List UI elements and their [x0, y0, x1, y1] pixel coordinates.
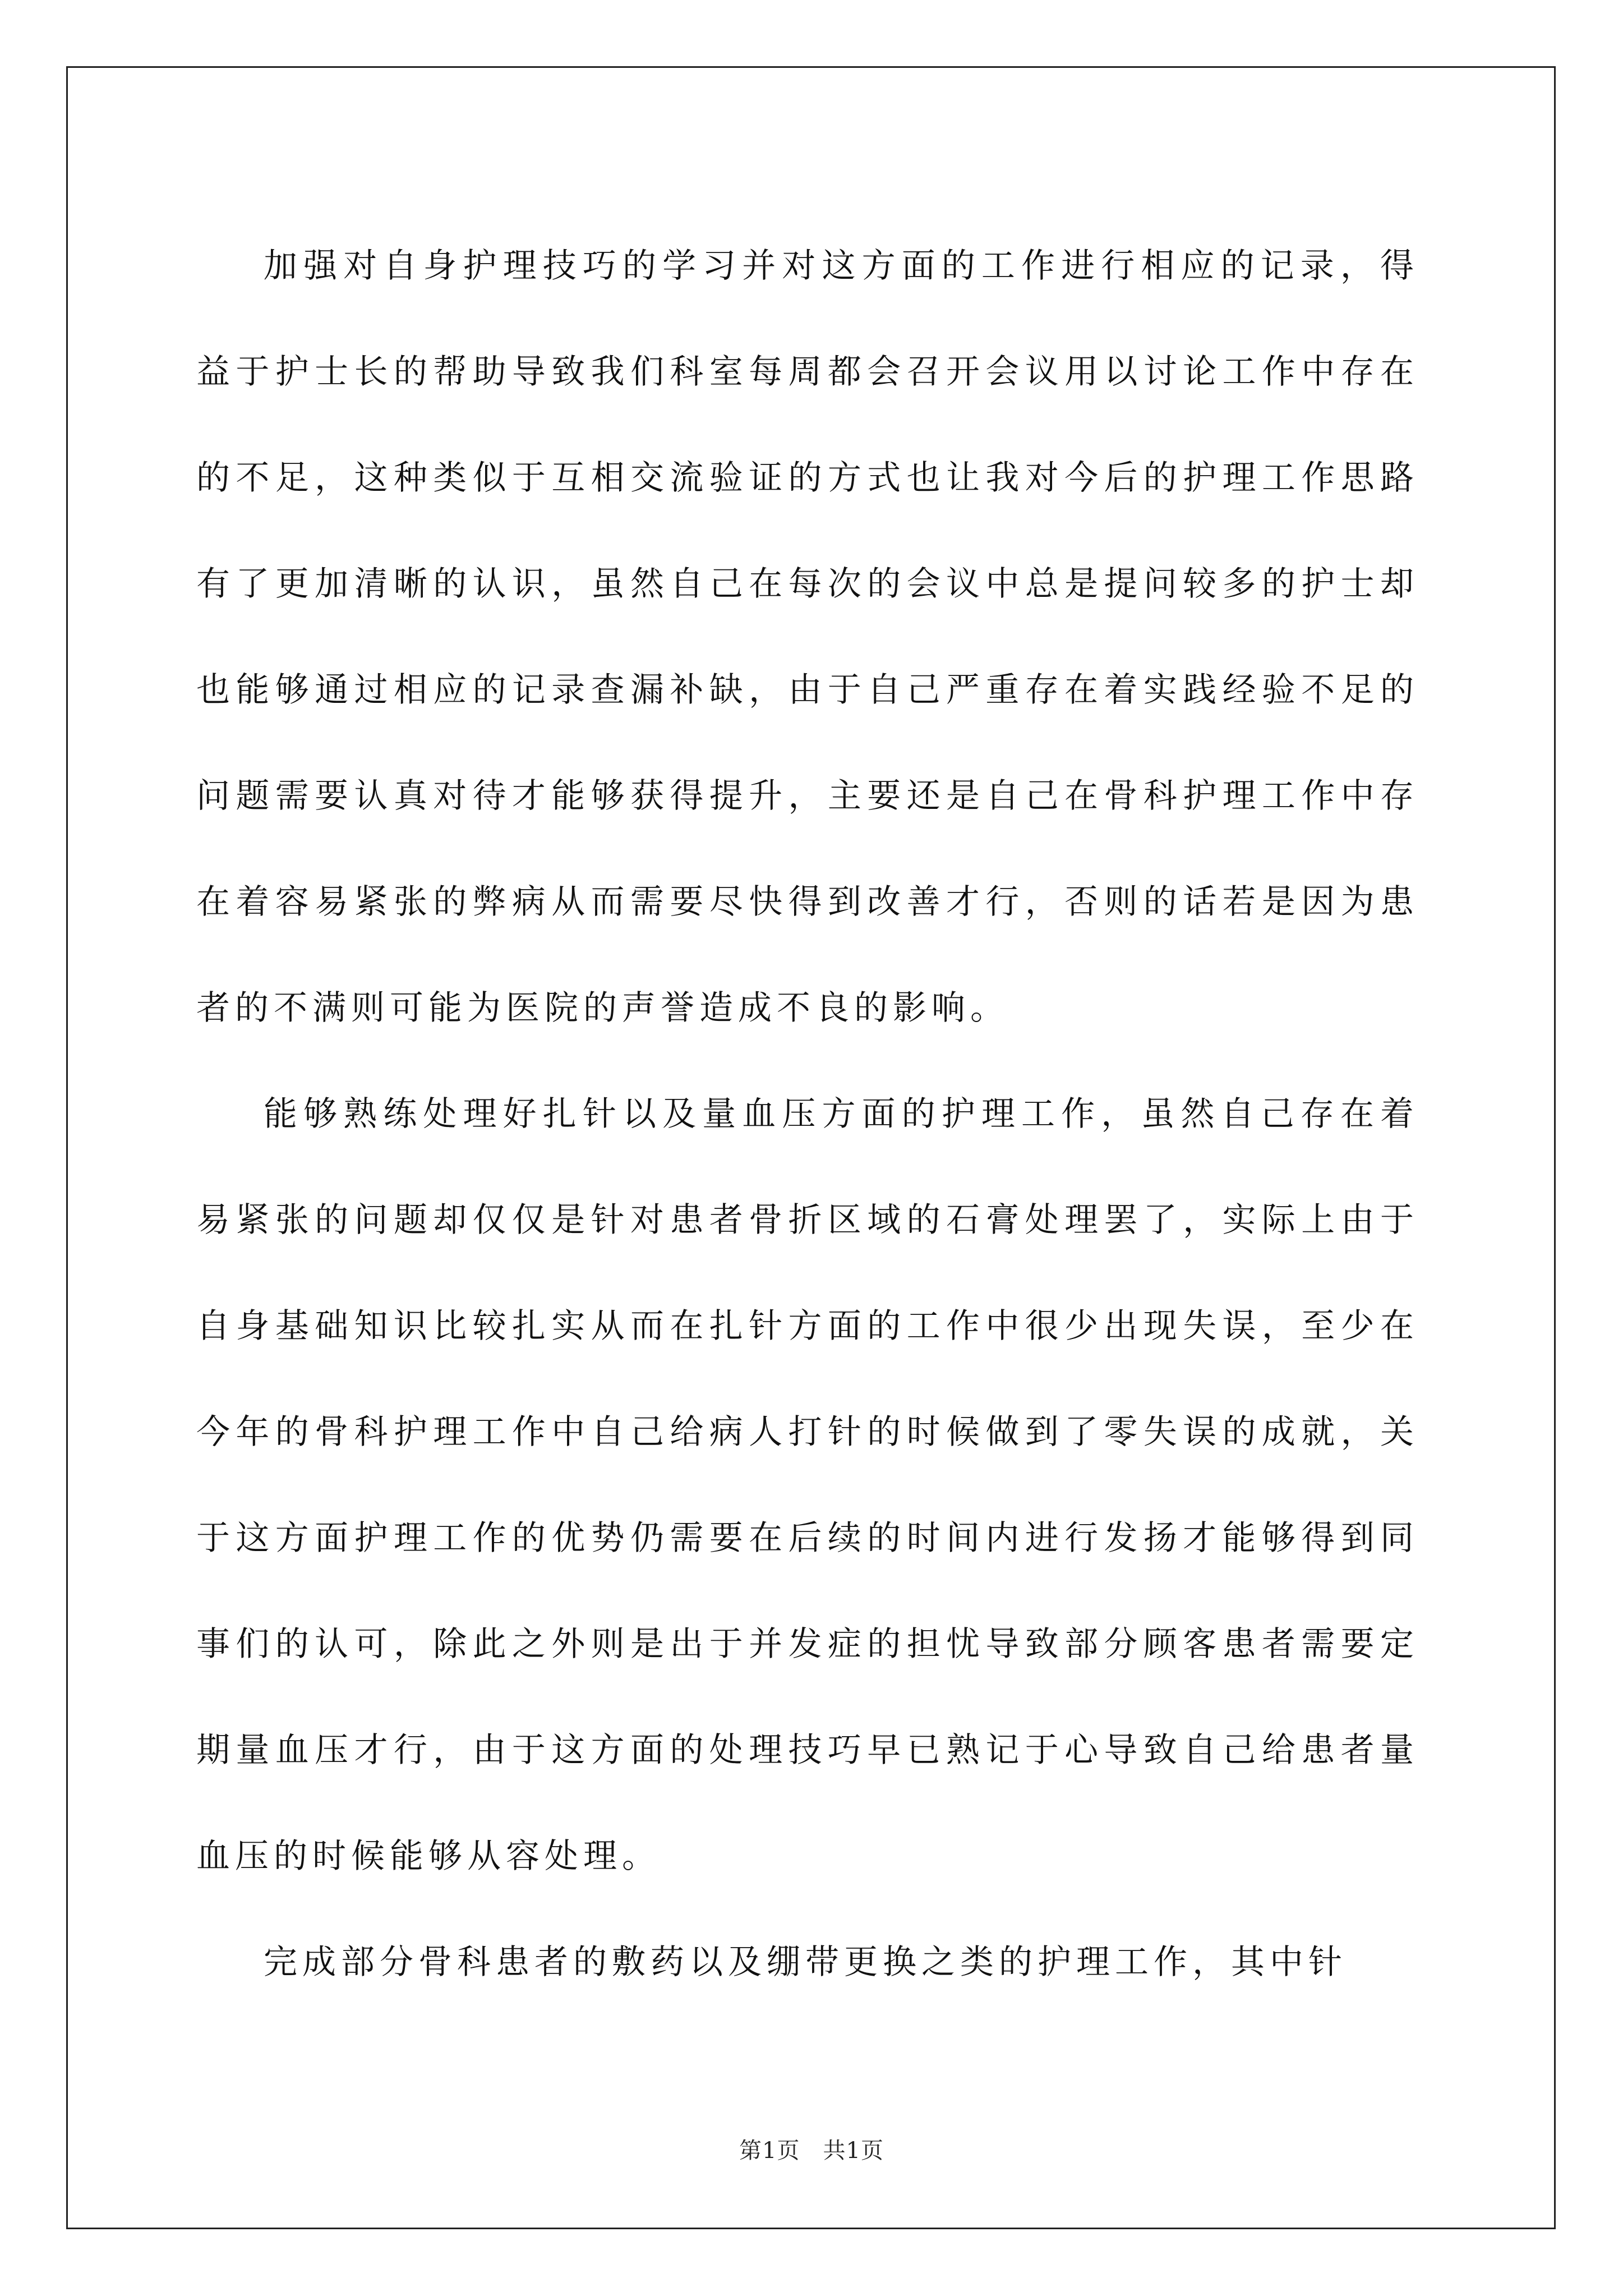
paragraph-3: 完成部分骨科患者的敷药以及绷带更换之类的护理工作，其中针 [264, 1943, 1347, 1982]
paragraph-2: 能够熟练处理好扎针以及量血压方面的护理工作，虽然自己存在着易紧张的问题却仅仅是针对患者骨折区域的石膏处理罢了，实际上由于自身基础知识比较扎实从而在扎针方面的工作中很少出现失误，至少在今年的骨科护理工作中自己给病人打针的时候做到了零失误的成就，关于这方面护理工作的优势仍需要在后续的时间内进行发扬才能够得到同事们的认可，除此之外则是出于并发症的担忧导致部分顾客患者需要定期量血压才行，由于这方面的处理技巧早已熟记于心导致自己给患者量血压的时候能够从容处理。 [196, 1094, 1419, 1876]
page-number-footer: 第1页 共1页 [739, 2138, 884, 2164]
document-body [196, 213, 1419, 2016]
paragraph-1: 加强对自身护理技巧的学习并对这方面的工作进行相应的记录，得益于护士长的帮助导致我们科室每周都会召开会议用以讨论工作中存在的不足，这种类似于互相交流验证的方式也让我对今后的护理工作思路有了更加清晰的认识，虽然自己在每次的会议中总是提问较多的护士却也能够通过相应的记录查漏补缺，由于自己严重存在着实践经验不足的问题需要认真对待才能够获得提升，主要还是自己在骨科护理工作中存在着容易紧张的弊病从而需要尽快得到改善才行，否则的话若是因为患者的不满则可能为医院的声誉造成不良的影响。 [196, 246, 1419, 1028]
